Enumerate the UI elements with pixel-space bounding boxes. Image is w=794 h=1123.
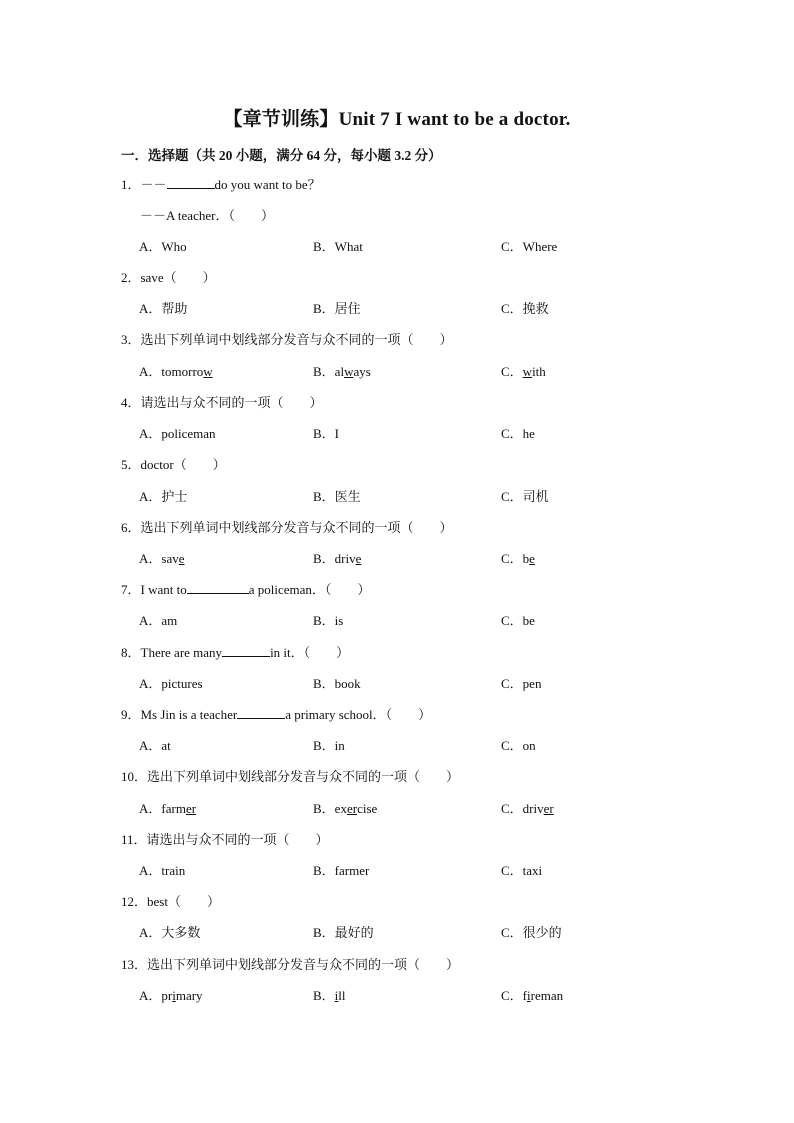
option-b: B．farmer: [313, 863, 370, 878]
answer-blank: [237, 706, 285, 719]
question-text: a primary school．（ ）: [285, 707, 432, 722]
question-text: 7．I want to: [121, 582, 187, 597]
question-number: 1．: [121, 177, 141, 192]
question-13: 13．选出下列单词中划线部分发音与众不同的一项（ ）: [121, 957, 460, 972]
question-2: 2．save（ ）: [121, 270, 216, 285]
question-1: [121, 176, 321, 194]
option-b: B．in: [313, 738, 345, 753]
option-b: B．医生: [313, 489, 361, 504]
option-c: C．with: [501, 364, 546, 379]
question-12: 12．best（ ）: [121, 894, 220, 909]
question-1-reply: －－A teacher．（ ）: [140, 208, 274, 223]
option-a: A．帮助: [139, 301, 188, 316]
option-c: C．Where: [501, 239, 558, 254]
option-b: B．exercise: [313, 801, 378, 816]
option-c: C．pen: [501, 676, 542, 691]
question-11: 11．请选出与众不同的一项（ ）: [121, 832, 329, 847]
option-a: A．Who: [139, 239, 187, 254]
answer-blank: [167, 176, 215, 189]
question-text: a policeman．（ ）: [248, 582, 371, 597]
option-b: B．drive: [313, 551, 362, 566]
option-b: B．What: [313, 239, 363, 254]
question-10: 10．选出下列单词中划线部分发音与众不同的一项（ ）: [121, 769, 460, 784]
option-c: C．挽救: [501, 301, 549, 316]
option-b: B．is: [313, 613, 344, 628]
option-a: A．pictures: [139, 676, 203, 691]
answer-blank: [222, 644, 270, 657]
page-title: 【章节训练】Unit 7 I want to be a doctor.: [223, 109, 571, 130]
question-8: [121, 644, 349, 662]
question-9: [121, 706, 431, 724]
option-b: B．always: [313, 364, 371, 379]
option-b: B．book: [313, 676, 361, 691]
option-a: A．save: [139, 551, 185, 566]
section-heading: 一．选择题（共 20 小题，满分 64 分，每小题 3.2 分）: [121, 148, 442, 163]
question-3: 3．选出下列单词中划线部分发音与众不同的一项（ ）: [121, 332, 453, 347]
option-a: A．primary: [139, 988, 203, 1003]
option-a: A．farmer: [139, 801, 197, 816]
option-c: C．fireman: [501, 988, 564, 1003]
option-a: A．policeman: [139, 426, 216, 441]
option-a: A．at: [139, 738, 171, 753]
option-b: B．最好的: [313, 925, 374, 940]
question-text: 9．Ms Jin is a teacher: [121, 707, 238, 722]
option-a: A．am: [139, 613, 178, 628]
option-c: C．be: [501, 551, 535, 566]
option-a: A．护士: [139, 489, 188, 504]
option-c: C．taxi: [501, 863, 543, 878]
question-6: 6．选出下列单词中划线部分发音与众不同的一项（ ）: [121, 520, 453, 535]
option-c: C．he: [501, 426, 535, 441]
option-a: A．大多数: [139, 925, 201, 940]
question-dash: －－: [140, 177, 167, 192]
answer-blank: [187, 581, 249, 594]
option-c: C．司机: [501, 489, 549, 504]
question-7: [121, 581, 370, 599]
question-text: in it．（ ）: [270, 645, 350, 660]
option-a: A．tomorrow: [139, 364, 213, 379]
question-text: do you want to be？: [214, 177, 321, 192]
option-c: C．driver: [501, 801, 554, 816]
option-b: B．I: [313, 426, 340, 441]
option-b: B．ill: [313, 988, 346, 1003]
question-text: 8．There are many: [121, 645, 223, 660]
option-c: C．on: [501, 738, 536, 753]
question-5: 5．doctor（ ）: [121, 457, 226, 472]
option-a: A．train: [139, 863, 186, 878]
option-b: B．居住: [313, 301, 361, 316]
question-4: 4．请选出与众不同的一项（ ）: [121, 395, 323, 410]
option-c: C．be: [501, 613, 535, 628]
option-c: C．很少的: [501, 925, 562, 940]
